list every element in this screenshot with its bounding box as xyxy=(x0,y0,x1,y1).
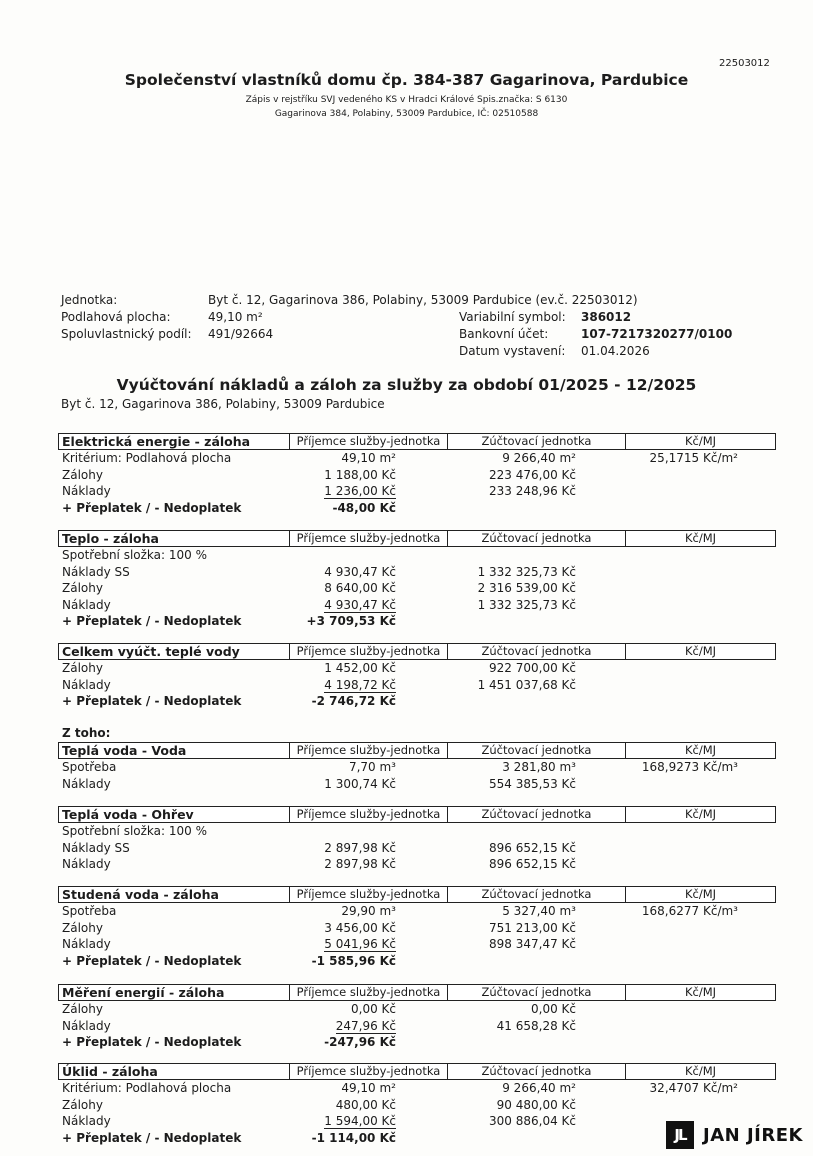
accounting-value: 896 652,15 Kč xyxy=(489,857,576,872)
row-label: + Přeplatek / - Nedoplatek xyxy=(62,953,242,968)
section-title: Studená voda - záloha xyxy=(62,887,219,902)
section-title: Celkem vyúčt. teplé vody xyxy=(62,644,240,659)
recipient-value: 0,00 Kč xyxy=(351,1002,396,1016)
service-section xyxy=(58,433,776,516)
accounting-value: 898 347,47 Kč xyxy=(489,937,576,952)
row-label: Náklady xyxy=(62,1018,111,1033)
service-section xyxy=(58,643,776,710)
section-header xyxy=(58,984,776,1001)
table-row xyxy=(58,936,776,953)
unit-label: Jednotka: xyxy=(61,293,118,307)
recipient-value: 480,00 Kč xyxy=(335,1097,396,1112)
section-header xyxy=(58,433,776,450)
row-label: Spotřební složka: 100 % xyxy=(62,824,208,838)
row-label: Kritérium: Podlahová plocha xyxy=(62,1081,232,1095)
table-row xyxy=(58,1018,776,1035)
table-row xyxy=(58,1097,776,1114)
floor-area-value: 49,10 m² xyxy=(208,310,263,324)
accounting-value: 300 886,04 Kč xyxy=(489,1114,576,1129)
recipient-value: -247,96 Kč xyxy=(324,1035,396,1050)
col-per-unit: Kč/MJ xyxy=(625,743,775,758)
accounting-value: 90 480,00 Kč xyxy=(496,1097,576,1112)
recipient-value: 247,96 Kč xyxy=(335,1018,396,1033)
row-label: Náklady SS xyxy=(62,564,130,579)
share-label: Spoluvlastnický podíl: xyxy=(61,327,192,341)
z-toho-label: Z toho: xyxy=(62,726,111,740)
recipient-value: 5 041,96 Kč xyxy=(324,937,396,952)
col-per-unit: Kč/MJ xyxy=(625,644,775,659)
col-accounting: Zúčtovací jednotka xyxy=(447,743,625,758)
watermark-name: JAN JÍREK xyxy=(703,1124,803,1146)
recipient-value: 29,90 m³ xyxy=(341,904,396,918)
col-recipient: Příjemce služby-jednotka xyxy=(289,434,447,449)
row-label: Náklady xyxy=(62,597,111,612)
statement-title: Vyúčtování nákladů a záloh za služby za období 01/2025 - 12/2025 xyxy=(116,376,697,394)
table-row xyxy=(58,1001,776,1018)
row-label: Zálohy xyxy=(62,920,103,935)
section-title: Teplá voda - Voda xyxy=(62,743,187,758)
table-row xyxy=(58,450,776,467)
row-label: Zálohy xyxy=(62,1097,103,1112)
row-label: + Přeplatek / - Nedoplatek xyxy=(62,694,242,709)
col-per-unit: Kč/MJ xyxy=(625,807,775,822)
table-row xyxy=(58,483,776,500)
total-row xyxy=(58,500,776,517)
col-accounting: Zúčtovací jednotka xyxy=(447,1064,625,1079)
per-unit-value: 25,1715 Kč/m² xyxy=(649,451,738,465)
recipient-value: 49,10 m² xyxy=(341,451,396,465)
recipient-value: 8 640,00 Kč xyxy=(324,581,396,596)
accounting-value: 1 332 325,73 Kč xyxy=(477,564,576,579)
recipient-value: 1 452,00 Kč xyxy=(324,661,396,675)
org-name: Společenství vlastníků domu čp. 384-387 Gagarinova, Pardubice xyxy=(124,71,689,89)
row-label: Náklady xyxy=(62,677,111,692)
accounting-value: 896 652,15 Kč xyxy=(489,840,576,855)
jan-jirek-watermark xyxy=(666,1121,803,1149)
col-per-unit: Kč/MJ xyxy=(625,985,775,1000)
col-recipient: Příjemce služby-jednotka xyxy=(289,985,447,1000)
issue-date-label: Datum vystavení: xyxy=(459,344,566,358)
row-label: Zálohy xyxy=(62,581,103,596)
accounting-value: 1 332 325,73 Kč xyxy=(477,597,576,612)
section-title: Úklid - záloha xyxy=(62,1064,158,1079)
section-title: Teplá voda - Ohřev xyxy=(62,807,194,822)
recipient-value: -2 746,72 Kč xyxy=(311,694,396,709)
accounting-value: 5 327,40 m³ xyxy=(502,904,576,918)
row-label: Náklady xyxy=(62,937,111,952)
table-row xyxy=(58,759,776,776)
row-label: Náklady xyxy=(62,776,111,791)
section-header xyxy=(58,530,776,547)
service-section xyxy=(58,886,776,969)
col-accounting: Zúčtovací jednotka xyxy=(447,887,625,902)
row-label: Náklady xyxy=(62,1114,111,1129)
row-label: Spotřeba xyxy=(62,760,117,774)
col-recipient: Příjemce služby-jednotka xyxy=(289,1064,447,1079)
service-section xyxy=(58,806,776,873)
table-row xyxy=(58,580,776,597)
section-header xyxy=(58,643,776,660)
section-header xyxy=(58,886,776,903)
table-row xyxy=(58,1080,776,1097)
section-title: Měření energií - záloha xyxy=(62,985,225,1000)
recipient-value: 2 897,98 Kč xyxy=(324,840,396,855)
row-label: + Přeplatek / - Nedoplatek xyxy=(62,614,242,629)
accounting-value: 922 700,00 Kč xyxy=(489,661,576,675)
accounting-value: 2 316 539,00 Kč xyxy=(477,581,576,596)
col-accounting: Zúčtovací jednotka xyxy=(447,807,625,822)
col-recipient: Příjemce služby-jednotka xyxy=(289,887,447,902)
total-row xyxy=(58,613,776,630)
variable-symbol-value: 386012 xyxy=(581,310,632,324)
table-row xyxy=(58,660,776,677)
service-section xyxy=(58,530,776,630)
recipient-value: 3 456,00 Kč xyxy=(324,920,396,935)
col-recipient: Příjemce služby-jednotka xyxy=(289,531,447,546)
row-label: Zálohy xyxy=(62,661,103,675)
recipient-value: 49,10 m² xyxy=(341,1081,396,1095)
recipient-value: 1 300,74 Kč xyxy=(324,776,396,791)
accounting-value: 233 248,96 Kč xyxy=(489,484,576,499)
recipient-value: -48,00 Kč xyxy=(332,500,396,515)
col-recipient: Příjemce služby-jednotka xyxy=(289,644,447,659)
statement-subtitle: Byt č. 12, Gagarinova 386, Polabiny, 53009 Pardubice xyxy=(61,397,385,411)
col-per-unit: Kč/MJ xyxy=(625,1064,775,1079)
table-row xyxy=(58,903,776,920)
row-label: Spotřební složka: 100 % xyxy=(62,548,208,562)
issue-date-value: 01.04.2026 xyxy=(581,344,650,358)
per-unit-value: 168,6277 Kč/m³ xyxy=(641,904,738,918)
section-title: Teplo - záloha xyxy=(62,531,159,546)
col-accounting: Zúčtovací jednotka xyxy=(447,644,625,659)
table-row xyxy=(58,597,776,614)
section-title: Elektrická energie - záloha xyxy=(62,434,251,449)
row-label: Náklady xyxy=(62,484,111,499)
table-row xyxy=(58,823,776,840)
unit-value: Byt č. 12, Gagarinova 386, Polabiny, 53009 Pardubice (ev.č. 22503012) xyxy=(208,293,638,307)
row-label: Náklady xyxy=(62,857,111,872)
recipient-value: -1 114,00 Kč xyxy=(311,1130,396,1145)
service-section xyxy=(58,742,776,792)
table-row xyxy=(58,920,776,937)
row-label: + Přeplatek / - Nedoplatek xyxy=(62,500,242,515)
col-accounting: Zúčtovací jednotka xyxy=(447,985,625,1000)
recipient-value: 1 594,00 Kč xyxy=(324,1114,396,1129)
jl-logo-icon: JL xyxy=(666,1121,694,1149)
per-unit-value: 168,9273 Kč/m³ xyxy=(641,760,738,774)
recipient-value: -1 585,96 Kč xyxy=(311,953,396,968)
table-row xyxy=(58,467,776,484)
table-row xyxy=(58,776,776,793)
variable-symbol-label: Variabilní symbol: xyxy=(459,310,566,324)
service-section xyxy=(58,984,776,1051)
row-label: + Přeplatek / - Nedoplatek xyxy=(62,1035,242,1050)
row-label: + Přeplatek / - Nedoplatek xyxy=(62,1130,242,1145)
table-row xyxy=(58,677,776,694)
accounting-value: 554 385,53 Kč xyxy=(489,776,576,791)
floor-area-label: Podlahová plocha: xyxy=(61,310,171,324)
row-label: Kritérium: Podlahová plocha xyxy=(62,451,232,465)
row-label: Zálohy xyxy=(62,467,103,482)
table-row xyxy=(58,564,776,581)
total-row xyxy=(58,1034,776,1051)
accounting-value: 3 281,80 m³ xyxy=(502,760,576,774)
accounting-value: 9 266,40 m² xyxy=(502,1081,576,1095)
recipient-value: 2 897,98 Kč xyxy=(324,857,396,872)
total-row xyxy=(58,693,776,710)
accounting-value: 41 658,28 Kč xyxy=(496,1018,576,1033)
accounting-value: 0,00 Kč xyxy=(531,1002,576,1016)
section-header xyxy=(58,1063,776,1080)
col-per-unit: Kč/MJ xyxy=(625,434,775,449)
row-label: Zálohy xyxy=(62,1002,103,1016)
share-value: 491/92664 xyxy=(208,327,274,341)
recipient-value: 4 198,72 Kč xyxy=(324,677,396,692)
org-address: Gagarinova 384, Polabiny, 53009 Pardubice, IČ: 02510588 xyxy=(274,109,539,119)
accounting-value: 9 266,40 m² xyxy=(502,451,576,465)
col-per-unit: Kč/MJ xyxy=(625,531,775,546)
recipient-value: 1 188,00 Kč xyxy=(324,467,396,482)
doc-number: 22503012 xyxy=(719,58,770,69)
recipient-value: 4 930,47 Kč xyxy=(324,597,396,612)
col-accounting: Zúčtovací jednotka xyxy=(447,434,625,449)
section-header xyxy=(58,742,776,759)
recipient-value: 4 930,47 Kč xyxy=(324,564,396,579)
row-label: Spotřeba xyxy=(62,904,117,918)
bank-account-value: 107-7217320277/0100 xyxy=(581,327,733,341)
recipient-value: 1 236,00 Kč xyxy=(324,484,396,499)
total-row xyxy=(58,953,776,970)
section-header xyxy=(58,806,776,823)
recipient-value: 7,70 m³ xyxy=(348,760,396,774)
col-per-unit: Kč/MJ xyxy=(625,887,775,902)
registry-line: Zápis v rejstříku SVJ vedeného KS v Hradci Králové Spis.značka: S 6130 xyxy=(245,95,568,105)
accounting-value: 1 451 037,68 Kč xyxy=(477,677,576,692)
table-row xyxy=(58,856,776,873)
col-recipient: Příjemce služby-jednotka xyxy=(289,743,447,758)
table-row xyxy=(58,840,776,857)
recipient-value: +3 709,53 Kč xyxy=(306,614,396,629)
accounting-value: 751 213,00 Kč xyxy=(489,920,576,935)
accounting-value: 223 476,00 Kč xyxy=(489,467,576,482)
row-label: Náklady SS xyxy=(62,840,130,855)
col-accounting: Zúčtovací jednotka xyxy=(447,531,625,546)
per-unit-value: 32,4707 Kč/m² xyxy=(649,1081,738,1095)
table-row xyxy=(58,547,776,564)
col-recipient: Příjemce služby-jednotka xyxy=(289,807,447,822)
payment-info xyxy=(459,309,732,360)
bank-account-label: Bankovní účet: xyxy=(459,327,549,341)
